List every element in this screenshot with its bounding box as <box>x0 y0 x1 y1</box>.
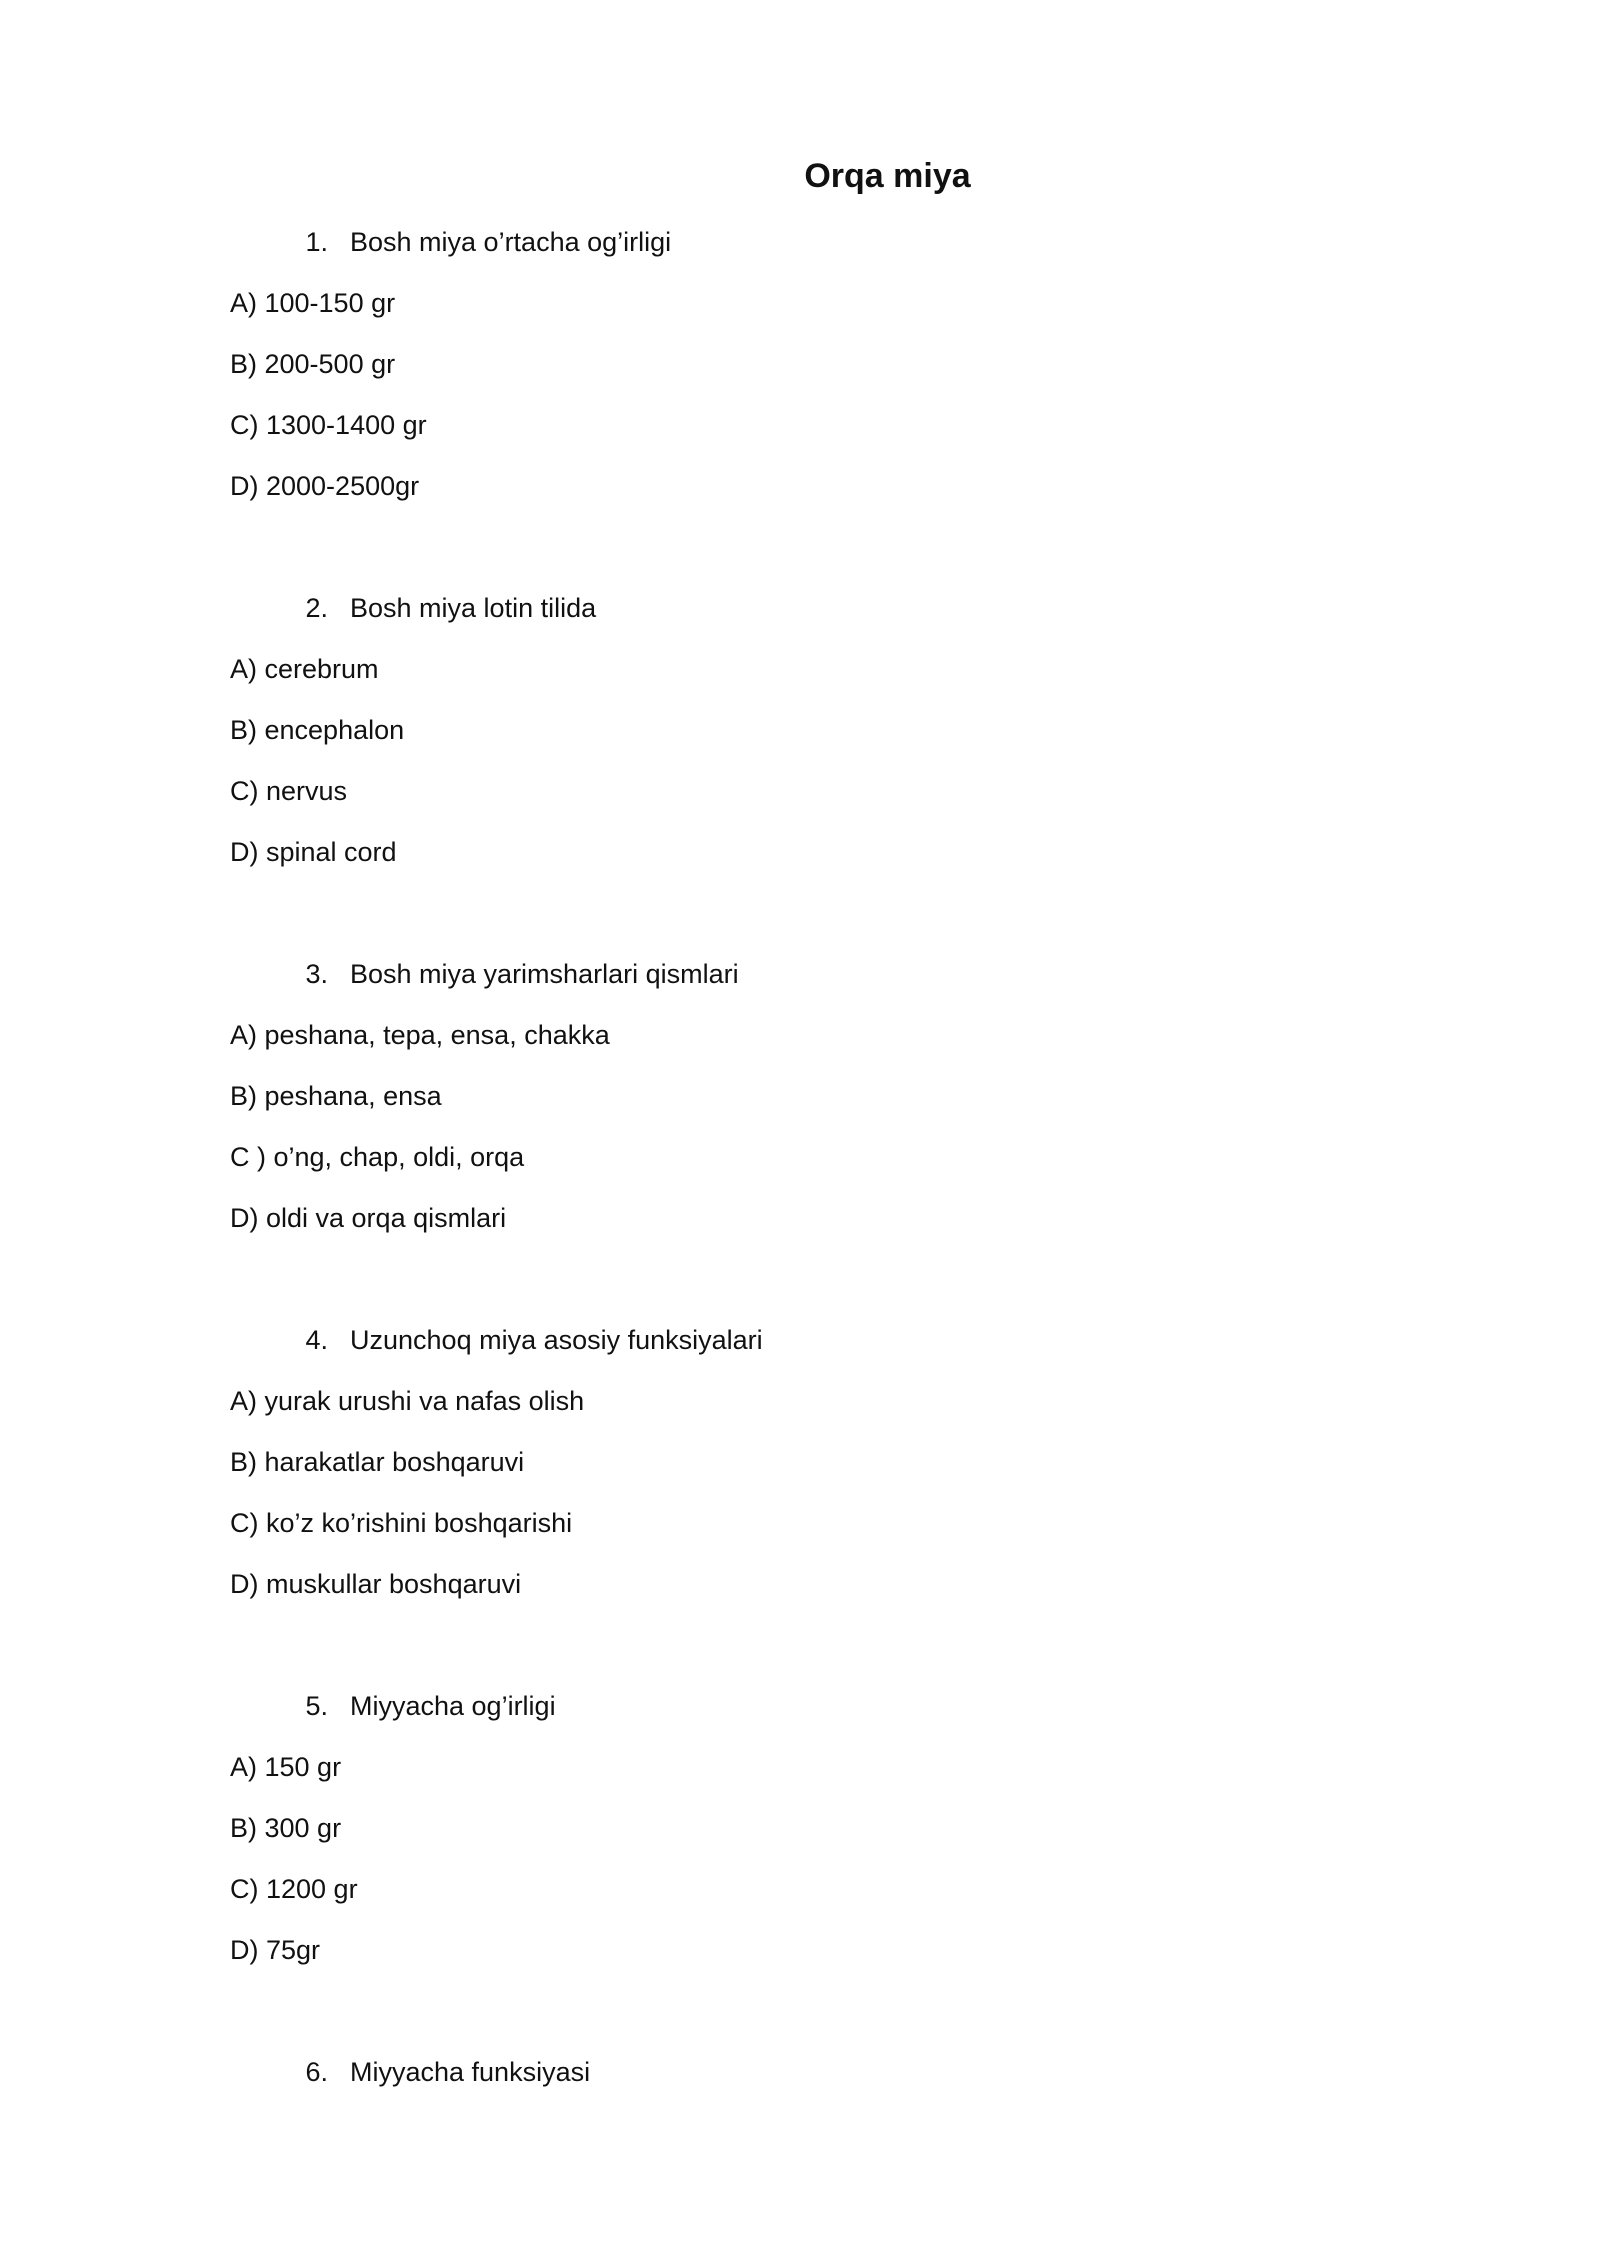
answer-option: A) 150 gr <box>230 1752 342 1782</box>
answer-option: C) ko’z ko’rishini boshqarishi <box>230 1508 573 1538</box>
question-heading <box>230 1320 1430 1381</box>
question-block-4 <box>230 1320 1430 1686</box>
answer-option: B) 300 gr <box>230 1813 342 1843</box>
question-number: 6. <box>305 2057 328 2087</box>
question-text: Miyyacha funksiyasi <box>350 2057 591 2087</box>
question-number: 2. <box>305 593 328 623</box>
answer-option: C) nervus <box>230 776 348 806</box>
answer-option: C) 1200 gr <box>230 1874 358 1904</box>
answer-option: D) 2000-2500gr <box>230 471 420 501</box>
answer-option: C) 1300-1400 gr <box>230 410 427 440</box>
question-block-6 <box>230 2052 1430 2113</box>
question-block-1 <box>230 222 1430 588</box>
question-block-2 <box>230 588 1430 954</box>
question-text: Bosh miya yarimsharlari qismlari <box>350 959 739 989</box>
answer-option: D) spinal cord <box>230 837 397 867</box>
answer-option: A) peshana, tepa, ensa, chakka <box>230 1020 610 1050</box>
question-number: 4. <box>305 1325 328 1355</box>
question-number: 5. <box>305 1691 328 1721</box>
question-heading <box>230 2052 1430 2113</box>
answer-option: D) 75gr <box>230 1935 321 1965</box>
answer-option: B) harakatlar boshqaruvi <box>230 1447 525 1477</box>
answer-option: B) peshana, ensa <box>230 1081 442 1111</box>
answer-option: A) yurak urushi va nafas olish <box>230 1386 585 1416</box>
question-text: Bosh miya o’rtacha og’irligi <box>350 227 672 257</box>
question-block-5 <box>230 1686 1430 2052</box>
answer-option: C ) o’ng, chap, oldi, orqa <box>230 1142 525 1172</box>
page-title: Orqa miya <box>804 157 971 195</box>
question-text: Bosh miya lotin tilida <box>350 593 597 623</box>
answer-option: A) cerebrum <box>230 654 379 684</box>
question-text: Miyyacha og’irligi <box>350 1691 556 1721</box>
question-number: 3. <box>305 959 328 989</box>
question-text: Uzunchoq miya asosiy funksiyalari <box>350 1325 763 1355</box>
question-heading <box>230 954 1430 1015</box>
question-heading <box>230 588 1430 649</box>
question-heading <box>230 222 1430 283</box>
question-list <box>230 222 1430 2113</box>
question-number: 1. <box>305 227 328 257</box>
answer-option: B) encephalon <box>230 715 405 745</box>
question-heading <box>230 1686 1430 1747</box>
question-block-3 <box>230 954 1430 1320</box>
answer-option: B) 200-500 gr <box>230 349 396 379</box>
answer-option: D) oldi va orqa qismlari <box>230 1203 507 1233</box>
answer-option: A) 100-150 gr <box>230 288 396 318</box>
answer-option: D) muskullar boshqaruvi <box>230 1569 522 1599</box>
